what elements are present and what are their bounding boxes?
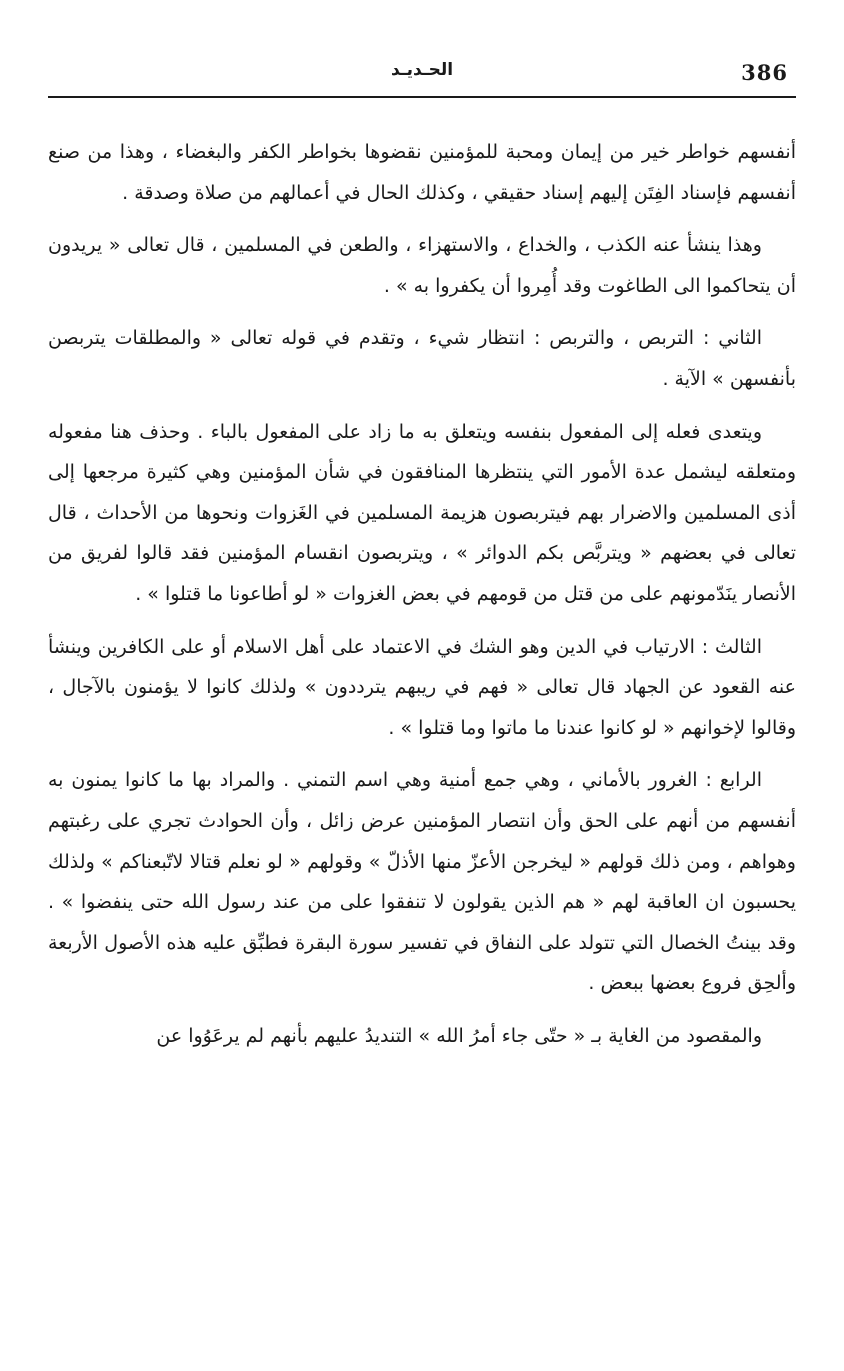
page-number: 386	[741, 60, 788, 85]
paragraph-6: الرابع : الغرور بالأماني ، وهي جمع أمنية وهي اسم التمني . والمراد بها ما كانوا يمنون به أنفسهم من أنهم على الحق وأن انتصار المؤمنين عرض زائل ، وأن الحوادث تجري على رغبتهم وهواهم ، ومن ذلك قولهم « ليخرجن الأعزّ منها الأذلّ » وقولهم « لو نعلم قتالا لاتّبعناكم » ولذلك يحسبون ان العاقبة لهم « هم الذين يقولون لا تنفقوا على من عند رسول الله حتى ينفضوا » . وقد بينتُ الخصال التي تتولد على النفاق في تفسير سورة البقرة فطبِّق عليه هذه الأصول الأربعة وألحِق فروع بعضها ببعض .	[48, 769, 796, 995]
running-title: الحـديـد	[390, 60, 454, 80]
paragraph-4: ويتعدى فعله إلى المفعول بنفسه ويتعلق به ما زاد على المفعول بالباء . وحذف هنا مفعوله ومتعلقه ليشمل عدة الأمور التي ينتظرها المنافقون في شأن المؤمنين وهي كثيرة مرجعها إلى أذى المسلمين والاضرار بهم فيتربصون هزيمة المسلمين في الغَزوات ونحوها من الأحداث ، قال تعالى في بعضهم « ويتربَّص بكم الدوائر » ، ويتربصون انقسام المؤمنين فقد قالوا لفريق من الأنصار ينَدّمونهم على من قتل من قومهم في بعض الغزوات « لو أطاعونا ما قتلوا » .	[48, 420, 796, 605]
paragraph-2: وهذا ينشأ عنه الكذب ، والخداع ، والاستهزاء ، والطعن في المسلمين ، قال تعالى « يريدون أن يتحاكموا الى الطاغوت وقد أُمِروا أن يكفروا به » .	[48, 234, 796, 297]
header-rule	[48, 96, 796, 98]
page-header	[48, 56, 796, 96]
paragraph-7: والمقصود من الغاية بـ « حتّى جاء أمرُ الله » التنديدُ عليهم بأنهم لم يرعَوُوا عن	[156, 1024, 762, 1047]
paragraph-5: الثالث : الارتياب في الدين وهو الشك في الاعتماد على أهل الاسلام أو على الكافرين وينشأ عنه القعود عن الجهاد قال تعالى « فهم في ريبهم يترددون » ولذلك كانوا لا يؤمنون بالآجال ، وقالوا لإخوانهم « لو كانوا عندنا ما ماتوا وما قتلوا » .	[48, 635, 796, 739]
paragraph-1: أنفسهم خواطر خير من إيمان ومحبة للمؤمنين نقضوها بخواطر الكفر والبغضاء ، وهذا من صنع أنفسهم فإسناد الفِتَن إليهم إسناد حقيقي ، وكذلك الحال في أعمالهم من صلاة وصدقة .	[48, 141, 796, 204]
body-text	[48, 132, 796, 1056]
paragraph-3: الثاني : التربص ، والتربص : انتظار شيء ، وتقدم في قوله تعالى « والمطلقات يتربصن بأنفسهن » الآية .	[48, 327, 796, 390]
